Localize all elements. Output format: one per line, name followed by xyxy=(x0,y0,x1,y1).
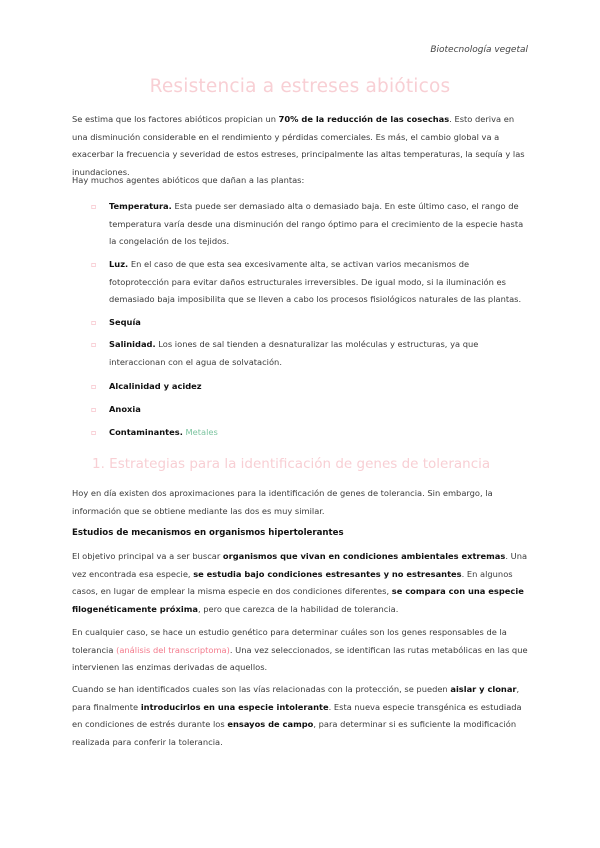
bullet-icon: ▫ xyxy=(91,260,97,269)
list-item-text: Esta puede ser demasiado alta o demasiado baja. En este último caso, el rango de temperatura varía desde una disminución del rango óptimo para el crecimiento de la especie hasta la congelación de los tejidos. xyxy=(109,201,524,247)
bullet-icon: ▫ xyxy=(91,428,97,437)
paragraph-2 xyxy=(72,624,528,677)
intro-text-a: Se estima que los factores abióticos propician un xyxy=(72,114,279,124)
list-item xyxy=(91,401,529,419)
bullet-icon: ▫ xyxy=(91,382,97,391)
p2-text-a: En cualquier caso, se hace un estudio genético para determinar cuáles son los genes responsables de la tolerancia xyxy=(72,627,507,655)
p3-text-a: Cuando se han identificados cuales son las vías relacionadas con la protección, se pueden xyxy=(72,684,451,694)
p2-highlight-b: (análisis del transcriptoma) xyxy=(116,644,230,655)
list-item-title: Anoxia xyxy=(109,404,141,414)
list-item-title: Contaminantes. xyxy=(109,427,183,437)
subheading: Estudios de mecanismos en organismos hipertolerantes xyxy=(72,528,344,538)
p3-text-e: . Esta nueva especie transgénica es estudiada en condiciones de estrés durante los xyxy=(72,701,522,730)
p3-text-g: , para determinar si es suficiente la modificación realizada para conferir la tolerancia. xyxy=(72,719,517,747)
bullet-icon: ▫ xyxy=(91,202,97,211)
bullet-icon: ▫ xyxy=(91,340,97,349)
section-intro: Hoy en día existen dos aproximaciones para la identificación de genes de tolerancia. Sin embargo, la información que se obtiene mediante las dos es muy similar. xyxy=(72,488,493,516)
list-item xyxy=(91,314,529,332)
p1-highlight-b: organismos que vivan en condiciones ambientales extremas xyxy=(222,551,506,561)
p2-text-c: . Una vez seleccionados, se identifican las rutas metabólicas en las que intervienen las enzimas derivadas de aquellos. xyxy=(72,644,528,673)
list-item-title: Alcalinidad y acidez xyxy=(109,381,202,391)
p1-highlight-f: se compara con una especie filogenéticamente próxima xyxy=(72,586,524,614)
paragraph-1 xyxy=(72,548,528,618)
p1-text-c: . Una vez encontrada esa especie, xyxy=(72,551,528,579)
page-title: Resistencia a estreses abióticos xyxy=(149,76,451,97)
paragraph-3 xyxy=(72,681,528,751)
p3-text-c: , para finalmente xyxy=(72,684,520,712)
bullet-icon: ▫ xyxy=(91,318,97,327)
list-item xyxy=(91,378,529,396)
intro-paragraph xyxy=(72,111,528,181)
list-item xyxy=(91,424,529,442)
list-item-title: Sequía xyxy=(109,317,141,327)
p1-highlight-d: se estudia bajo condiciones estresantes y no estresantes xyxy=(193,568,462,579)
list-item xyxy=(91,198,529,251)
p3-highlight-f: ensayos de campo xyxy=(227,719,314,730)
list-item-title: Temperatura. xyxy=(109,201,172,211)
bullet-icon: ▫ xyxy=(91,405,97,414)
list-item-tag: Metales xyxy=(185,427,218,437)
list-item-text: En el caso de que esta sea excesivamente alta, se activan varios mecanismos de fotoprotección para evitar daños estructurales irreversibles. De igual modo, si la iluminación es demasiado baja imposibilita que se lleven a cabo los procesos fisiológicos naturales de las plantas. xyxy=(109,259,522,305)
intro-text-c: . Esto deriva en una disminución considerable en el rendimiento y pérdidas comerciales. Es más, el cambio global va a exacerbar la frecuencia y severidad de estos estreses, principalmente las altas temperaturas, la sequía y las inundaciones. xyxy=(72,114,525,177)
p1-text-e: . En algunos casos, en lugar de emplear la misma especie en dos condiciones diferentes, xyxy=(72,568,513,597)
p3-highlight-b: aislar y clonar xyxy=(450,684,517,694)
intro-highlight: 70% de la reducción de las cosechas xyxy=(278,114,450,124)
p3-highlight-d: introducirlos en una especie intolerante xyxy=(140,701,329,712)
header-subject: Biotecnología vegetal xyxy=(430,45,528,55)
list-item-title: Luz. xyxy=(109,259,129,269)
section-heading: 1. Estrategias para la identificación de genes de tolerancia xyxy=(92,456,491,472)
list-item xyxy=(91,336,529,371)
list-item-text: Los iones de sal tienden a desnaturalizar las moléculas y estructuras, ya que interaccionan con el agua de solvatación. xyxy=(109,339,479,367)
p1-text-a: El objetivo principal va a ser buscar xyxy=(72,551,223,561)
list-item-title: Salinidad. xyxy=(109,339,156,349)
agents-intro: Hay muchos agentes abióticos que dañan a las plantas: xyxy=(72,175,305,185)
list-item xyxy=(91,256,529,309)
p1-text-g: , pero que carezca de la habilidad de tolerancia. xyxy=(197,603,399,614)
